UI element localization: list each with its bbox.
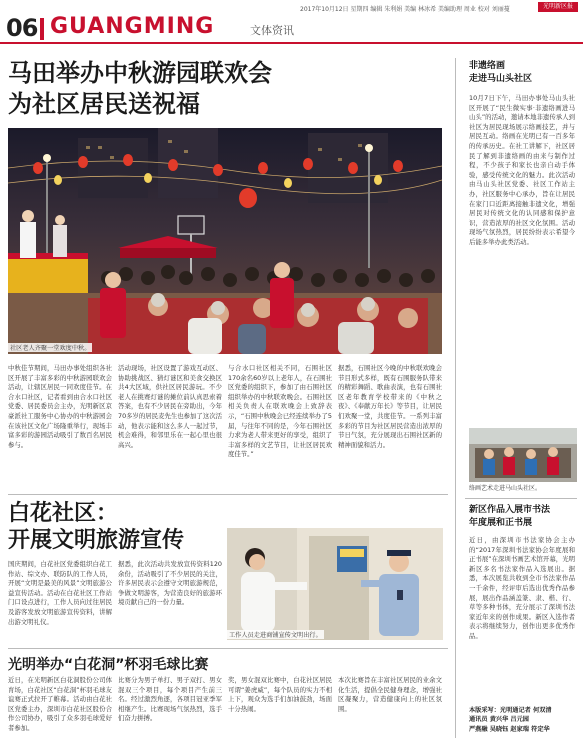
credits-block — [469, 706, 552, 734]
page-number-bar — [40, 18, 44, 40]
article3-col3: 奖，男女混双比赛中，白花社区居民可谓“姜虎威”，每个队员的实力不相上下，观众为选手们加油鼓劲，场面十分热闹。 — [228, 676, 332, 713]
section-divider-2 — [8, 648, 448, 649]
mid-autumn-gala-photo — [8, 128, 442, 354]
credits-line-1: 本版采写：光明通记者 何双清 — [469, 707, 552, 714]
weaving-art-photo — [469, 428, 577, 482]
article1-col1: 中秋佳节期间，马田办事处组织各社区开展了丰富多彩的中秋游园联欢会活动，让辖区居民一同欢度佳节。在合水口社区，记者看到由合水口社区党委、居民委员会主办，光明新区京豪派社工服务中心协办的中秋游园会在该社区文化广场隆重举行，现场丰富多彩的游园活动吸引了数百名居民参与。 — [8, 364, 112, 449]
section-divider-1 — [8, 494, 448, 495]
sidebar1-title-line2: 走进马山头社区 — [469, 74, 533, 84]
credits-line-3: 严燕融 吴晓钰 赵家瑞 符定华 — [469, 725, 550, 733]
article1-headline-line2: 为社区居民送祝福 — [8, 90, 200, 118]
article1-col3: 与合水口社区相关不同，石围社区170余名60岁以上老年人，在石围社区党委的组织下，参加了由石围社区组织举办的中秋联欢晚会。石围社区相关负责人在联欢晚会上致辞表示，“石围中秋晚会已经连续举办了5届，与往年不同的是，今年石围社区力求为老人带来更好的享受，组织了丰富多样的文艺节目，让社区居民欢度佳节。” — [228, 364, 332, 459]
article3-col4: 本次比赛旨在丰富社区居民的业余文化生活，提倡全民健身理念，增强社区凝聚力，营造健康向上的社区氛围。 — [338, 676, 442, 713]
article1-col2: 活动现场，社区设置了游戏互动区、协助挑战区、猜灯谜区和美食交换区共4大区域，供社区居民游玩。不少老人在挑赛灯谜的摊位前认真思索着答案，也有不少居民在旁助出，今年70多岁的居民麦先生也参加了这次活动，他表示能和这么多人一起过节，机会难得，和邻里乐在一起心里也很高兴。 — [118, 364, 222, 449]
article2-headline-line1: 白花社区： — [8, 501, 119, 526]
column-divider — [455, 58, 456, 738]
credits-line-2: 通讯员 黄兴华 吕元园 — [469, 716, 529, 724]
newspaper-logo: 光明新区报 — [538, 2, 578, 12]
section-title: 文体资讯 — [250, 24, 294, 37]
header-rule — [0, 42, 583, 44]
article2-photo-caption: 工作人员走进商铺宣传文明出行。 — [229, 632, 322, 639]
sidebar2-title-line2: 年度展和正书展 — [469, 518, 533, 528]
article3-col1: 近日，在光明新区白花洞股份公司体育场，白花社区“白花洞”杯羽毛球友谊赛正式拉开了帷幕。活动由白花社区党委主办，深圳市白花社区股份合作公司协办，吸引了众多羽毛球爱好者参加。 — [8, 676, 112, 732]
publication-meta: 2017年10月12日 星期四 编辑 朱利娟 美编 林冰希 美编助理 周业 校对 刘丽蔓 — [300, 6, 510, 13]
sidebar1-body: 10月7日下午，马田办事处马山头社区开展了“民生微实事·非遗络画进马山头”的活动，邀请本地非遗传承人到社区为居民现场展示络画技艺，并与居民互动。络画在光明已有一百多年的传承历史。在社工讲解下，社区居民了解到非遗络画的由来与制作过程，不少孩子和家长也亲自动手体验，感受传统文化的魅力。此次活动由马山头社区党委、社区工作站主办，社区服务中心承办，旨在让居民在家门口近距离接触非遗文化，增强居民对传统文化的认同感和保护意识，营造浓厚的社区文化氛围。活动现场气氛热烈，居民纷纷表示希望今后能多举办此类活动。 — [469, 94, 575, 246]
article1-col4: 据悉，石围社区今晚的中秋联欢晚会节目形式多样，既有石围服务队带来的精彩舞蹈、歌曲表演，也有石围社区老年教育学校带来的《中秋之夜》、《奉献万年长》等节目，让居民们欢聚一堂，共度佳节。一系列丰富多彩的节目为社区居民营造出浓厚的节日气氛，充分展现出石围社区新的精神面貌和活力。 — [338, 364, 442, 449]
sidebar2-title-line1: 新区作品入展市书法 — [469, 505, 551, 515]
brand-name: GUANGMING — [50, 14, 215, 39]
sidebar1-photo-caption: 络画艺术走进马山头社区。 — [469, 485, 542, 492]
sidebar2-body: 近日，由深圳市书法家协会主办的“2017年深圳书法家协会年度展和正书展”在深圳书画艺术馆开幕，光明新区多名书法家作品入选展出。据悉，本次展览共收到全市书法家作品一千余件，经评审后选出优秀作品参展，展出作品涵盖篆、隶、楷、行、草等多种书体，充分展示了深圳书法家近年来的创作成果。新区入选作者表示将继续努力，创作出更多优秀作品。 — [469, 536, 575, 640]
page-header — [0, 0, 583, 44]
page-number: 06 — [6, 14, 38, 42]
article2-headline-line2: 开展文明旅游宣传 — [8, 528, 185, 553]
article1-headline-line1: 马田举办中秋游园联欢会 — [8, 59, 272, 87]
article3-headline: 光明举办“白花洞”杯羽毛球比赛 — [8, 657, 209, 673]
sidebar-divider — [465, 498, 577, 499]
article2-col1: 国庆期间，白花社区党委组织白花工作站、综文办、联防队的工作人员，开展“文明是最美的风景”文明旅游公益宣传活动。活动在白花社区工作站门口设点进行，工作人员向过往居民及游客发放文明旅游宣传资料，讲解出游文明礼仪。 — [8, 560, 112, 626]
civilized-tourism-photo — [227, 528, 443, 640]
article3-col2: 比赛分为男子单打、男子双打、男女混双三个项目，每个项目产生前三名。经过激烈角逐，各项目冠亚季军相继产生。比赛现场气氛热烈，选手们奋力拼搏。 — [118, 676, 222, 723]
article1-photo-caption: 社区老人齐聚一堂欢度中秋。 — [10, 345, 91, 352]
sidebar1-title-line1: 非遗络画 — [469, 61, 506, 71]
article2-col2: 据悉，此次活动共发放宣传资料120余份，活动吸引了不少居民的关注，许多居民表示会遵守文明旅游规范，争做文明游客，为营造良好的旅游环境贡献自己的一份力量。 — [118, 560, 222, 607]
